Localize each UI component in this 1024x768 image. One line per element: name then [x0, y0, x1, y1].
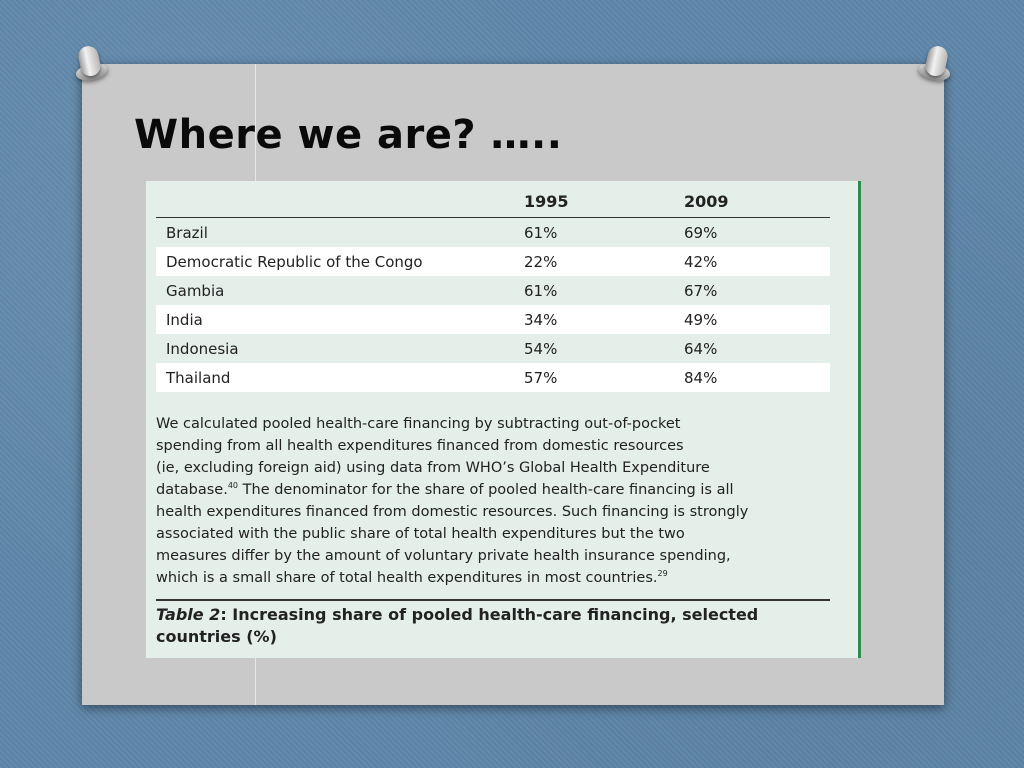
footnote-line: (ie, excluding foreign aid) using data from WHO’s Global Health Expenditure	[156, 460, 710, 476]
slide-title: Where we are? …..	[134, 112, 563, 158]
country-cell: Indonesia	[166, 339, 239, 358]
caption-label: Table 2	[156, 605, 221, 624]
table-header-row	[156, 185, 830, 218]
pushpin-icon	[69, 43, 112, 86]
reference-marker: 40	[227, 481, 239, 491]
footnote-line	[156, 567, 836, 589]
footnote-line: measures differ by the amount of voluntary private health insurance spending,	[156, 548, 731, 564]
footnote-text: The denominator for the share of pooled health-care financing is all	[238, 482, 734, 498]
value-2009-cell: 64%	[684, 339, 718, 358]
column-header-2009: 2009	[684, 185, 830, 218]
reference-marker: 29	[657, 569, 668, 579]
table-row	[156, 334, 830, 363]
value-1995-cell: 54%	[524, 339, 558, 358]
column-header-1995: 1995	[524, 185, 684, 218]
country-cell: Brazil	[166, 223, 208, 242]
footnote-line	[156, 479, 836, 501]
country-cell: Gambia	[166, 281, 225, 300]
country-cell: Thailand	[156, 363, 524, 392]
value-2009-cell: 84%	[684, 363, 830, 392]
table-row	[156, 305, 830, 334]
table-figure	[146, 181, 861, 658]
footnote-line: health expenditures financed from domestic resources. Such financing is strongly	[156, 504, 749, 520]
table-row	[156, 218, 830, 248]
figure-accent-edge	[858, 181, 861, 658]
country-cell: India	[156, 305, 524, 334]
footnote-text: which is a small share of total health expenditures in most countries.	[156, 570, 658, 586]
footnote-line: spending from all health expenditures financed from domestic resources	[156, 438, 684, 454]
value-1995-cell: 22%	[524, 247, 684, 276]
footnote-line: associated with the public share of total health expenditures but the two	[156, 526, 685, 542]
table-row	[156, 276, 830, 305]
footnote-text: database.	[156, 482, 228, 498]
value-2009-cell: 69%	[684, 223, 718, 242]
value-2009-cell: 67%	[684, 281, 718, 300]
value-1995-cell: 61%	[524, 223, 558, 242]
country-cell: Democratic Republic of the Congo	[156, 247, 524, 276]
pushpin-icon	[915, 43, 958, 86]
footnote-line: We calculated pooled health-care financing by subtracting out-of-pocket	[156, 416, 681, 432]
value-2009-cell: 42%	[684, 247, 830, 276]
table-row	[156, 247, 830, 276]
caption-text: : Increasing share of pooled health-care financing, selected countries (%)	[156, 605, 759, 646]
value-1995-cell: 57%	[524, 363, 684, 392]
financing-table	[156, 185, 830, 392]
value-1995-cell: 34%	[524, 305, 684, 334]
table-footnote	[156, 413, 836, 589]
table-row	[156, 363, 830, 392]
value-2009-cell: 49%	[684, 305, 830, 334]
table-caption	[156, 604, 806, 648]
value-1995-cell: 61%	[524, 281, 558, 300]
caption-divider	[156, 599, 830, 601]
column-header-country	[156, 185, 524, 218]
